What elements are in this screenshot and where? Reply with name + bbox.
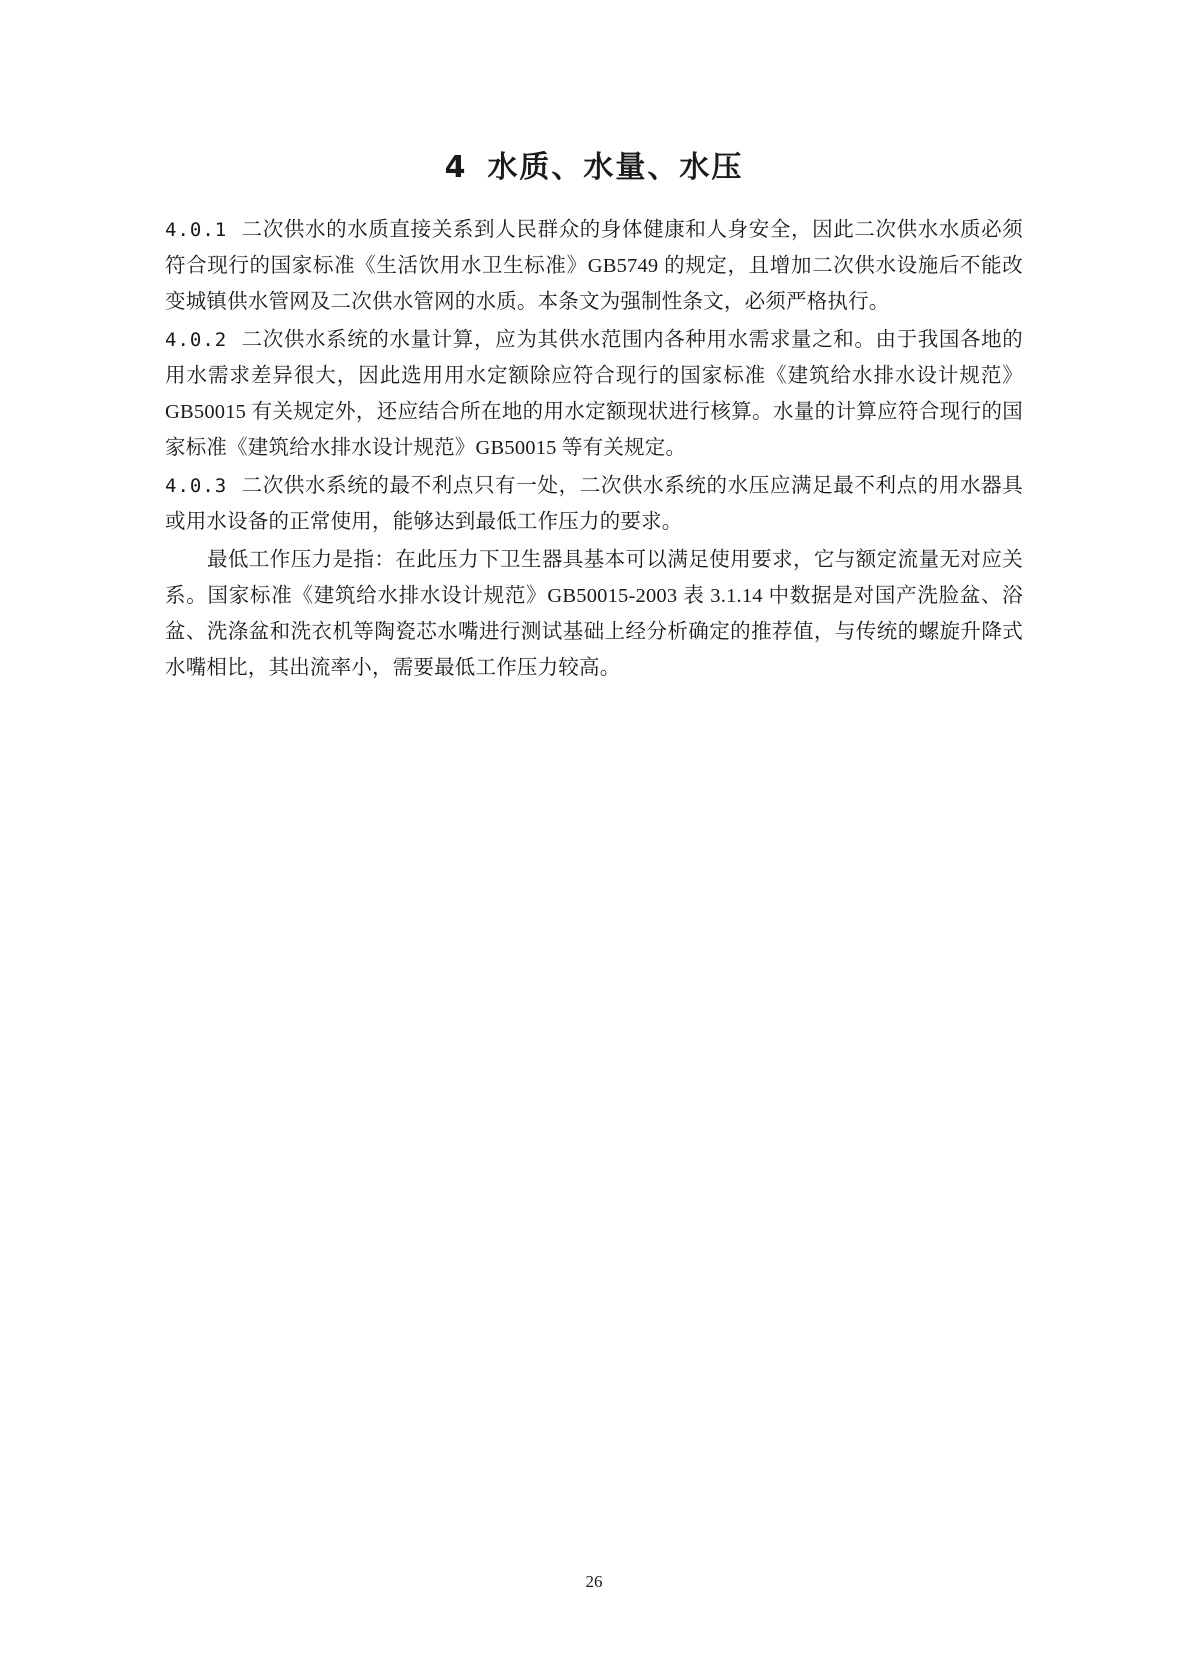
paragraph-4-0-1 [165,212,1023,320]
clause-number: 4.0.2 [165,329,228,351]
paragraph-text: 最低工作压力是指：在此压力下卫生器具基本可以满足使用要求，它与额定流量无对应关系。国家标准《建筑给水排水设计规范》GB50015-2003 表 3.1.14 中数据是对国产洗脸盆、浴盆、洗涤盆和洗衣机等陶瓷芯水嘴进行测试基础上经分析确定的推荐值，与传统的螺旋升降式水嘴相比，其出流率小，需要最低工作压力较高。 [165,549,1023,679]
paragraph-text: 二次供水系统的最不利点只有一处，二次供水系统的水压应满足最不利点的用水器具或用水设备的正常使用，能够达到最低工作压力的要求。 [165,475,1023,533]
paragraph-4-0-2 [165,322,1023,466]
clause-number: 4.0.1 [165,219,228,241]
paragraph-text: 二次供水的水质直接关系到人民群众的身体健康和人身安全，因此二次供水水质必须符合现行的国家标准《生活饮用水卫生标准》GB5749 的规定，且增加二次供水设施后不能改变城镇供水管网及二次供水管网的水质。本条文为强制性条文，必须严格执行。 [165,219,1023,313]
clause-number: 4.0.3 [165,475,228,497]
paragraph-explanation [165,542,1023,686]
page-number: 26 [585,1572,603,1591]
paragraph-4-0-3 [165,468,1023,540]
page-title [165,142,1023,186]
paragraph-text: 二次供水系统的水量计算，应为其供水范围内各种用水需求量之和。由于我国各地的用水需求差异很大，因此选用用水定额除应符合现行的国家标准《建筑给水排水设计规范》GB50015 有关规定外，还应结合所在地的用水定额现状进行核算。水量的计算应符合现行的国家标准《建筑给水排水设计规范》GB50015 等有关规定。 [165,329,1023,459]
chapter-title-text: 水质、水量、水压 [487,150,744,185]
chapter-number: 4 [444,150,468,185]
